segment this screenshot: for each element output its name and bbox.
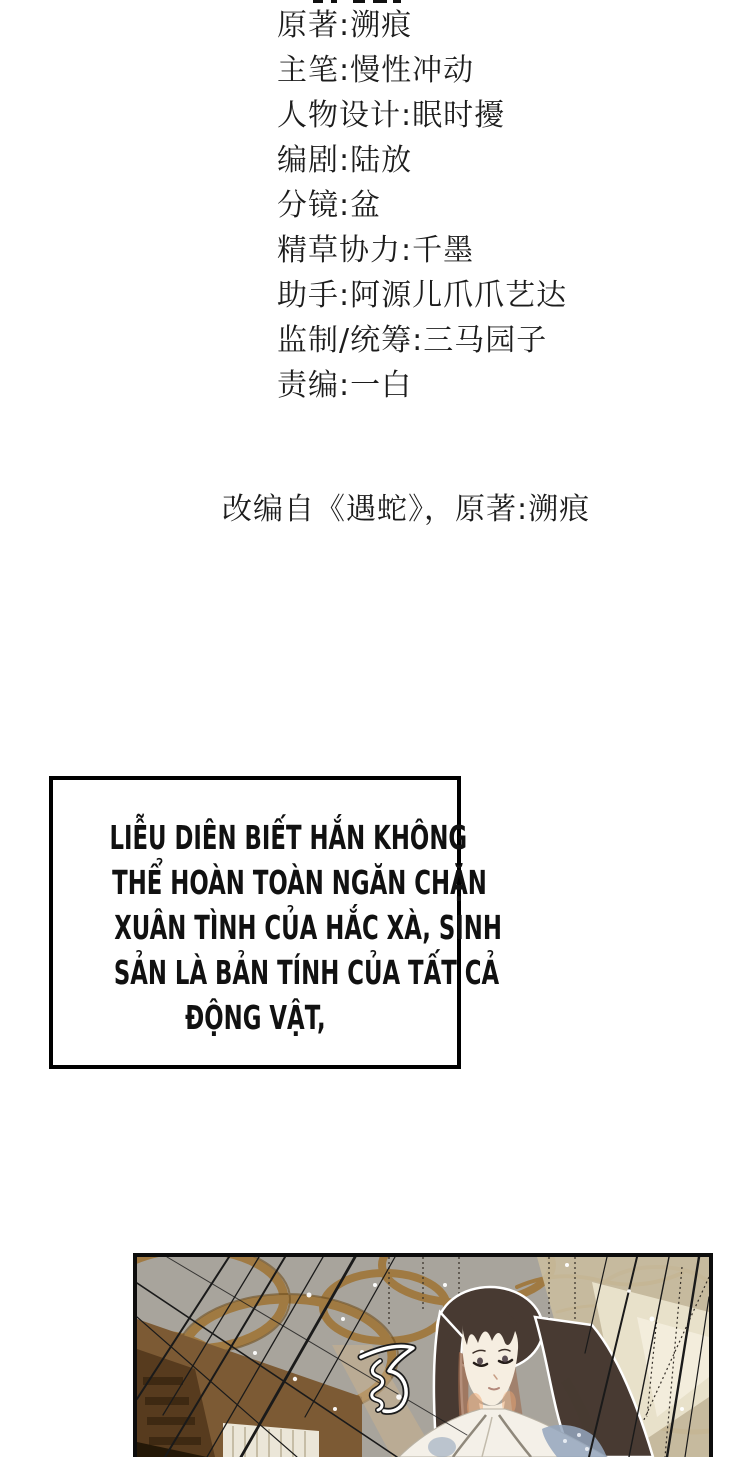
narration-line [53, 906, 502, 951]
narration-box [49, 776, 502, 1069]
credit-line-supervisor: 监制/统筹:三马园子 [277, 323, 548, 358]
credit-line-lead-artist: 主笔:慢性冲动 [277, 53, 475, 88]
credit-line-draft-assist: 精草协力:千墨 [277, 233, 475, 268]
narration-line-text: LIỄU DIÊN BIẾT HẮN KHÔNG [109, 819, 468, 858]
narration-line [53, 816, 468, 861]
narration-line [53, 951, 500, 996]
left-eye-iris [477, 1358, 483, 1365]
credit-line-original-author: 原著:溯痕 [277, 8, 413, 43]
right-eye-iris [502, 1356, 508, 1363]
adaptation-note: 改编自《遇蛇》，原著:溯痕 [222, 492, 591, 527]
narration-line [53, 996, 457, 1041]
credits-block [277, 3, 567, 408]
narration-line-text: THỂ HOÀN TOÀN NGĂN CHẶN [112, 864, 487, 903]
credit-line-assistants: 助手:阿源儿爪爪艺达 [277, 278, 568, 313]
narration-line-text: XUÂN TÌNH CỦA HẮC XÀ, SINH [114, 909, 502, 948]
credit-line-editor: 责编:一白 [277, 368, 413, 403]
narration-line-text: SẢN LÀ BẢN TÍNH CỦA TẤT CẢ [113, 954, 500, 993]
robe-pattern-left [428, 1437, 456, 1457]
narration-line-text: ĐỘNG VẬT, [184, 999, 326, 1038]
credit-line-screenwriter: 编剧:陆放 [277, 143, 413, 178]
credit-line-storyboard: 分镜:盆 [277, 188, 382, 223]
narration-line [53, 861, 487, 906]
panel-artwork [137, 1257, 709, 1457]
credit-line-character-design: 人物设计:眠时擾 [277, 98, 506, 133]
manga-panel [133, 1253, 713, 1457]
